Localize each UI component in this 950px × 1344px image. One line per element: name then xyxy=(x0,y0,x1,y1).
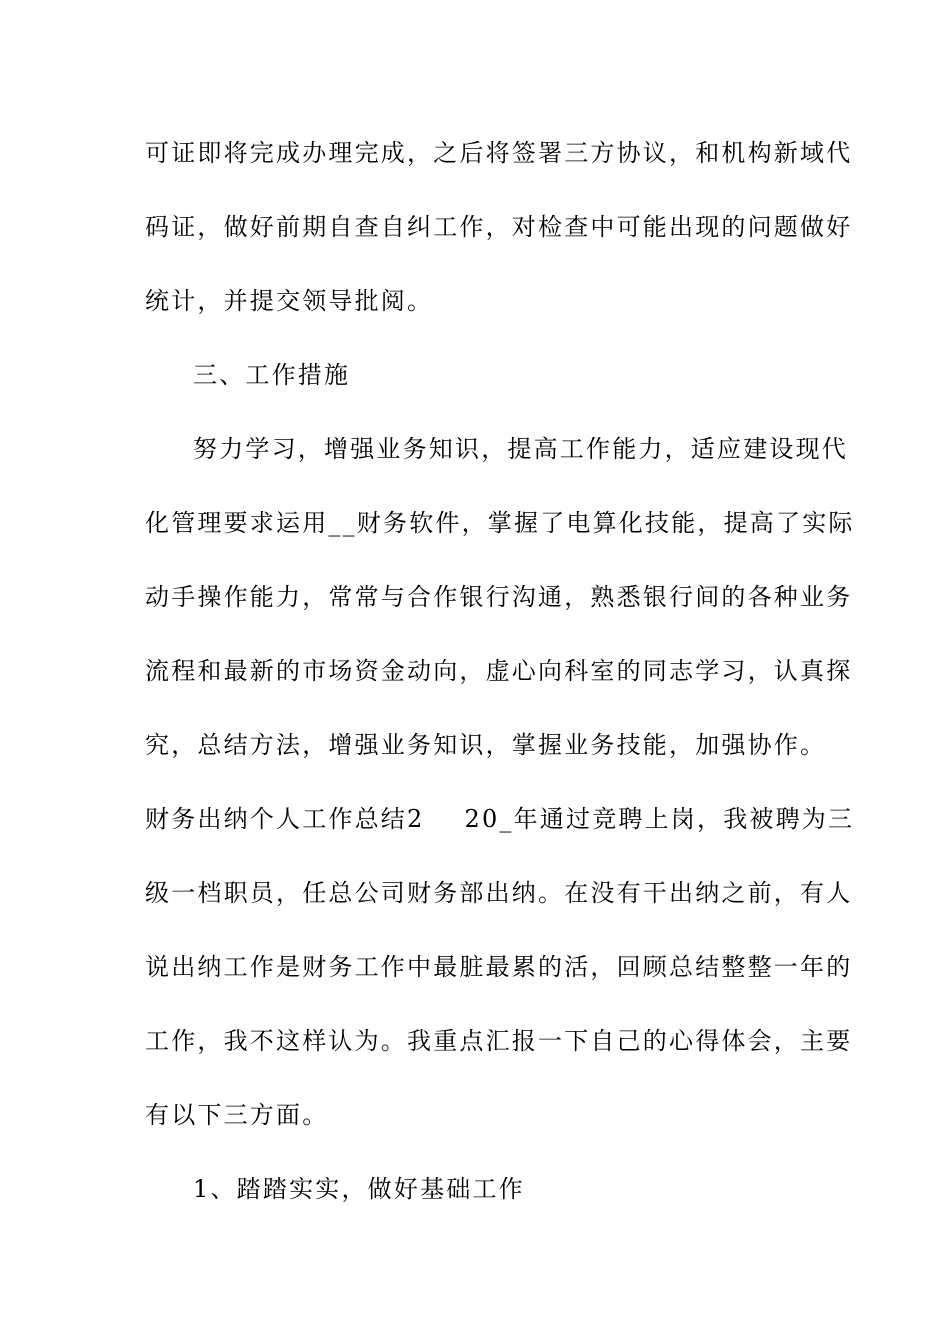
section-heading: 三、工作措施 xyxy=(193,361,351,389)
paragraph-line: 流程和最新的市场资金动向，虚心向科室的同志学习，认真探 xyxy=(145,657,853,685)
summary-title: 财务出纳个人工作总结2 xyxy=(145,805,425,833)
paragraph-line: 究，总结方法，增强业务知识，掌握业务技能，加强协作。 xyxy=(145,731,827,759)
paragraph-line: 有以下三方面。 xyxy=(145,1101,329,1129)
paragraph-line: 码证，做好前期自查自纠工作，对检查中可能出现的问题做好 xyxy=(145,213,853,241)
summary-first-line xyxy=(145,804,855,834)
summary-first-text: 20_年通过竞聘上岗，我被聘为三 xyxy=(464,805,855,833)
paragraph-line: 级一档职员，任总公司财务部出纳。在没有干出纳之前，有人 xyxy=(145,879,853,907)
paragraph-line: 统计，并提交领导批阅。 xyxy=(145,287,434,315)
paragraph-line: 说出纳工作是财务工作中最脏最累的活，回顾总结整整一年的 xyxy=(145,953,853,981)
paragraph-line: 工作，我不这样认为。我重点汇报一下自己的心得体会，主要 xyxy=(145,1027,853,1055)
paragraph-line: 可证即将完成办理完成，之后将签署三方协议，和机构新域代 xyxy=(145,139,853,167)
paragraph-line: 动手操作能力，常常与合作银行沟通，熟悉银行间的各种业务 xyxy=(145,583,853,611)
paragraph-line: 化管理要求运用__财务软件，掌握了电算化技能，提高了实际 xyxy=(145,509,855,537)
point-heading: 1、踏踏实实，做好基础工作 xyxy=(193,1175,525,1203)
paragraph-line: 努力学习，增强业务知识，提高工作能力，适应建设现代 xyxy=(193,435,848,463)
